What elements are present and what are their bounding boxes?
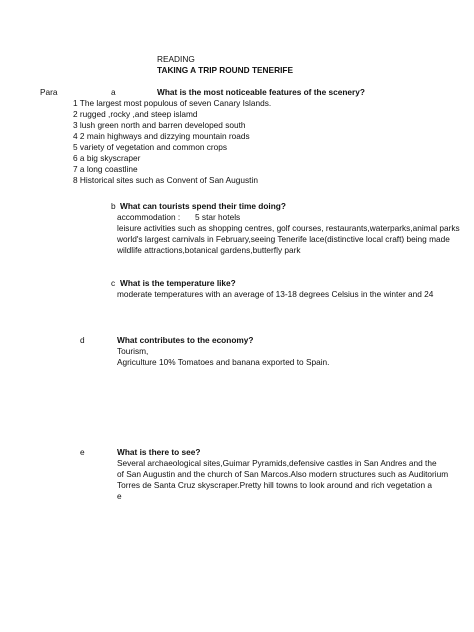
- section-b-accommodation-label: accommodation :: [117, 212, 181, 222]
- section-a-line: 1 The largest most populous of seven Canary Islands.: [73, 98, 272, 108]
- section-d-line: Agriculture 10% Tomatoes and banana exported to Spain.: [117, 357, 330, 367]
- section-a-line: 8 Historical sites such as Convent of San Augustin: [73, 175, 258, 185]
- section-d-letter: d: [80, 335, 85, 345]
- section-a-line: 4 2 main highways and dizzying mountain roads: [73, 131, 250, 141]
- section-e-letter: e: [80, 447, 85, 457]
- section-c-question: What is the temperature like?: [120, 278, 236, 288]
- section-a-line: 2 rugged ,rocky ,and steep islamd: [73, 109, 198, 119]
- section-a-line: 5 variety of vegetation and common crops: [73, 142, 228, 152]
- section-e-line: Torres de Santa Cruz skyscraper.Pretty hill towns to look around and rich vegetation a: [117, 480, 432, 490]
- section-a-line: 6 a big skyscraper: [73, 153, 141, 163]
- section-b-line: wildlife attractions,botanical gardens,butterfly park: [117, 245, 301, 255]
- section-b-line: world's largest carnivals in February,seeing Tenerife lace(distinctive local craft) being made: [117, 234, 450, 244]
- section-e-question: What is there to see?: [117, 447, 201, 457]
- section-e-line: Several archaeological sites,Guimar Pyramids,defensive castles in San Andres and the: [117, 458, 437, 468]
- section-a-letter: a: [111, 87, 116, 97]
- section-d-line: Tourism,: [117, 346, 149, 356]
- section-a-line: 3 lush green north and barren developed south: [73, 120, 246, 130]
- section-c-line: moderate temperatures with an average of 13-18 degrees Celsius in the winter and 24: [117, 289, 434, 299]
- section-e-line: of San Augustin and the church of San Marcos.Also modern structures such as Auditorium: [117, 469, 449, 479]
- reading-heading: READING: [157, 54, 195, 64]
- section-a-line: 7 a long coastline: [73, 164, 138, 174]
- section-b-accommodation-value: 5 star hotels: [195, 212, 241, 222]
- section-b-question: What can tourists spend their time doing?: [120, 201, 286, 211]
- section-b-letter: b: [111, 201, 116, 211]
- section-d-question: What contributes to the economy?: [117, 335, 254, 345]
- section-e-line: e: [117, 491, 122, 501]
- section-b-line: leisure activities such as shopping centres, golf courses, restaurants,waterparks,animal parks: [117, 223, 460, 233]
- section-c-letter: c: [111, 278, 116, 288]
- page-title: TAKING A TRIP ROUND TENERIFE: [157, 65, 293, 75]
- section-a-question: What is the most noticeable features of the scenery?: [157, 87, 365, 97]
- para-label: Para: [40, 87, 58, 97]
